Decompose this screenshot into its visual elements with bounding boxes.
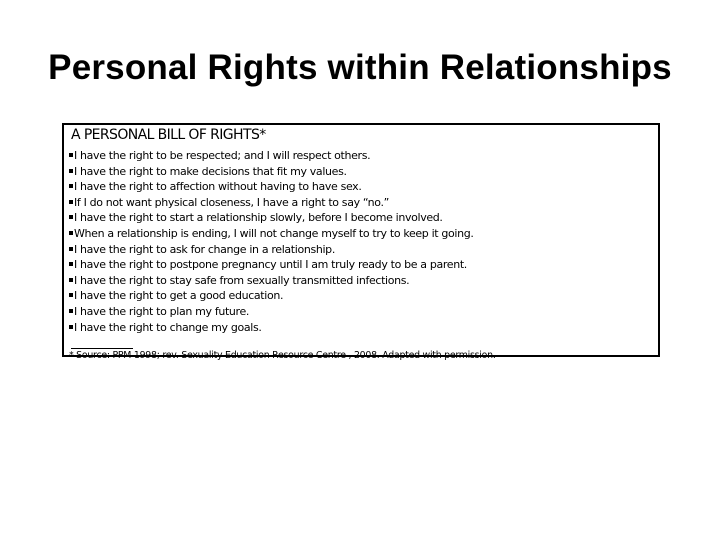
right-text: I have the right to affection without having to have sex. <box>74 180 362 194</box>
slide-title: Personal Rights within Relationships <box>48 48 672 87</box>
list-item <box>69 257 658 273</box>
list-item <box>69 320 658 336</box>
square-bullet-icon <box>69 293 73 297</box>
right-text: If I do not want physical closeness, I have a right to say “no.” <box>74 195 389 209</box>
bill-heading: A PERSONAL BILL OF RIGHTS* <box>71 127 266 143</box>
square-bullet-icon <box>69 184 73 188</box>
right-text: I have the right to start a relationship slowly, before I become involved. <box>74 211 443 225</box>
list-item <box>69 148 658 164</box>
square-bullet-icon <box>69 325 73 329</box>
right-text: I have the right to stay safe from sexually transmitted infections. <box>74 273 410 287</box>
square-bullet-icon <box>69 200 73 204</box>
square-bullet-icon <box>69 278 73 282</box>
list-item <box>69 273 658 289</box>
square-bullet-icon <box>69 247 73 251</box>
list-item <box>69 226 658 242</box>
square-bullet-icon <box>69 169 73 173</box>
square-bullet-icon <box>69 231 73 235</box>
right-text: I have the right to postpone pregnancy until I am truly ready to be a parent. <box>74 258 467 272</box>
bill-of-rights-box <box>62 123 660 362</box>
list-item <box>69 195 658 211</box>
right-text: I have the right to be respected; and I will respect others. <box>74 149 371 162</box>
list-item <box>69 179 658 195</box>
square-bullet-icon <box>69 153 73 157</box>
footnote-divider <box>71 348 133 349</box>
rights-list <box>69 148 658 335</box>
list-item <box>69 242 658 258</box>
square-bullet-icon <box>69 262 73 266</box>
list-item <box>69 304 658 320</box>
square-bullet-icon <box>69 309 73 313</box>
list-item <box>69 164 658 180</box>
source-footnote: * Source: PPM 1998; rev. Sexuality Education Resource Centre , 2008. Adapted with permission. <box>69 350 496 362</box>
right-text: I have the right to get a good education. <box>74 289 284 303</box>
list-item <box>69 210 658 226</box>
right-text: When a relationship is ending, I will not change myself to try to keep it going. <box>74 226 474 240</box>
right-text: I have the right to change my goals. <box>74 320 262 334</box>
right-text: I have the right to make decisions that fit my values. <box>74 164 347 178</box>
right-text: I have the right to ask for change in a relationship. <box>74 242 335 256</box>
list-item <box>69 288 658 304</box>
square-bullet-icon <box>69 215 73 219</box>
right-text: I have the right to plan my future. <box>74 304 250 318</box>
